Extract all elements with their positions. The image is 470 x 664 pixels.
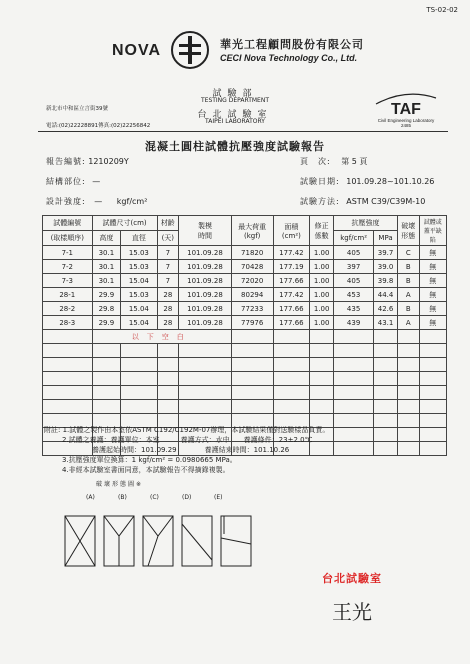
cell-age: 7 [157,246,179,260]
lab-name-en: TAIPEI LABORATORY [205,118,265,125]
cell-make-time: 101.09.28 [179,246,232,260]
taf-number: 2485 [400,123,411,128]
cell-area: 177.19 [273,260,310,274]
cell-correction: 1.00 [310,274,334,288]
cell-defect: 無 [419,246,446,260]
cell-id: 7-3 [43,274,93,288]
lab-seal: 台北試驗室 [322,572,382,585]
page-field [300,156,367,167]
header-age-unit: (天) [157,231,179,246]
cell-break-type: B [397,260,419,274]
fracture-type-a-icon [65,516,95,566]
header-strength: 抗壓強度 [334,216,398,231]
lab-name-cn: 台北試驗室 [197,110,273,120]
company-name-cn: 華光工程顧問股份有限公司 [220,38,364,51]
design-strength: — [94,197,103,206]
cell-defect: 無 [419,302,446,316]
cell-age: 28 [157,288,179,302]
fracture-type-d-icon [182,516,212,566]
signature: 王光 [332,600,372,624]
department-en: TESTING DEPARTMENT [200,97,269,104]
cell-id: 28-2 [43,302,93,316]
cell-id: 7-1 [43,246,93,260]
cell-break-type: B [397,274,419,288]
cell-max-load: 70428 [231,260,273,274]
cell-strength-mpa: 39.0 [374,260,398,274]
fracture-type-e-icon [221,516,251,566]
report-number-field [46,156,129,167]
fracture-type-b-icon [104,516,134,566]
report-number-label: 報告編號: [46,157,86,166]
page-number: 第 5 頁 [341,157,368,166]
page-label: 頁 次: [300,157,331,166]
cell-diameter: 15.03 [121,246,157,260]
cell-strength-mpa: 44.4 [374,288,398,302]
fracture-label-e: (E) [214,494,223,501]
cell-max-load: 77233 [231,302,273,316]
cell-break-type: B [397,302,419,316]
cell-max-load: 72020 [231,274,273,288]
note-4: 4.非經本試驗室書面同意，本試驗報告不得摘錄複製。 [62,466,230,474]
header-area: 面積 (cm²) [273,216,310,246]
company-name-en: CECI Nova Technology Co., Ltd. [220,53,358,63]
cell-height: 30.1 [92,260,121,274]
design-strength-field [46,196,147,207]
table-header-row [43,216,447,231]
cell-height: 29.9 [92,316,121,330]
test-method: ASTM C39/C39M-10 [346,197,426,206]
notes [44,425,444,475]
cell-strength-kgf: 405 [334,246,374,260]
cell-max-load: 71820 [231,246,273,260]
table-row-empty [43,372,447,386]
header-mpa: MPa [374,231,398,246]
test-date: 101.09.28~101.10.26 [346,177,435,186]
header-correction: 修正 係數 [310,216,334,246]
cell-id: 28-3 [43,316,93,330]
cell-strength-mpa: 39.7 [374,246,398,260]
cell-height: 30.1 [92,274,121,288]
cell-correction: 1.00 [310,246,334,260]
fracture-label-d: (D) [182,494,192,501]
header-id: 試體編號 [43,216,93,231]
table-row [43,246,447,260]
fracture-label-c: (C) [150,494,159,501]
report-number: 1210209Y [88,157,129,166]
cell-defect: 無 [419,260,446,274]
header-height: 高度 [92,231,121,246]
address: 新北市中和區立言街39號 [46,106,108,112]
note-2a: 2.試體之養護：養護單位：本室 養護方式：水中 養護條件：23±2.0℃ [62,436,313,444]
report-title: 混凝土圓柱試體抗壓強度試驗報告 [145,140,325,153]
notes-label: 附註: [44,426,61,434]
cell-id: 28-1 [43,288,93,302]
structure-part-label: 結構部位: [46,177,86,186]
fracture-diagrams [64,514,254,568]
cell-max-load: 77976 [231,316,273,330]
cell-age: 28 [157,302,179,316]
cell-correction: 1.00 [310,288,334,302]
fracture-type-c-icon [143,516,173,566]
table-row-empty [43,386,447,400]
header-size: 試體尺寸(cm) [92,216,157,231]
cell-area: 177.66 [273,274,310,288]
department-cn: 試驗部 [212,89,258,99]
cell-break-type: C [397,246,419,260]
cell-make-time: 101.09.28 [179,316,232,330]
design-strength-label: 設計強度: [46,197,86,206]
header-diameter: 直徑 [121,231,157,246]
design-strength-unit: kgf/cm² [116,197,148,206]
note-1: 1.試體之製作由本室依ASTM C192/C192M-07辦理，本試驗結果僅對送驗樣品負責。 [62,426,330,434]
cell-break-type: A [397,288,419,302]
table-row-empty [43,358,447,372]
form-code: TS-02-02 [426,6,458,14]
cell-diameter: 15.04 [121,274,157,288]
table-row [43,302,447,316]
cell-strength-kgf: 405 [334,274,374,288]
cell-defect: 無 [419,274,446,288]
structure-part: — [92,177,101,186]
brand-name: NOVA [112,42,162,59]
cell-age: 28 [157,316,179,330]
cell-area: 177.42 [273,288,310,302]
taf-sub: Civil Engineering Laboratory [377,118,435,123]
cell-diameter: 15.03 [121,260,157,274]
header-divider [38,131,448,132]
cell-id: 7-2 [43,260,93,274]
cell-strength-mpa: 39.8 [374,274,398,288]
table-row [43,316,447,330]
header-age: 材齡 [157,216,179,231]
taf-caption [372,118,440,128]
fracture-label-a: (A) [86,494,95,501]
cell-area: 177.66 [273,302,310,316]
cell-strength-mpa: 42.6 [374,302,398,316]
test-method-field [300,196,425,207]
cell-height: 29.9 [92,288,121,302]
note-2b: 養護起始時間：101.09.29 養護結束時間：101.10.26 [92,446,290,454]
cell-height: 29.8 [92,302,121,316]
cell-strength-kgf: 439 [334,316,374,330]
company-logo-icon [170,30,210,70]
table-row-empty [43,344,447,358]
table-row-empty [43,400,447,414]
cell-correction: 1.00 [310,302,334,316]
cell-correction: 1.00 [310,260,334,274]
cell-strength-kgf: 397 [334,260,374,274]
cell-strength-kgf: 435 [334,302,374,316]
test-date-field [300,176,434,187]
header-kgf: kgf/cm² [334,231,374,246]
cell-strength-kgf: 453 [334,288,374,302]
header-make-time: 製模 時間 [179,216,232,246]
cell-max-load: 80294 [231,288,273,302]
cell-diameter: 15.04 [121,302,157,316]
header-id-sub: (取樣順序) [43,231,93,246]
below-blank-stamp: 以下空白 [131,332,192,341]
taf-logo-text: TAF [391,101,421,118]
cell-make-time: 101.09.28 [179,260,232,274]
cell-age: 7 [157,260,179,274]
header-break-type: 破壞 形態 [397,216,419,246]
test-method-label: 試驗方法: [300,197,340,206]
cell-age: 7 [157,274,179,288]
cell-make-time: 101.09.28 [179,274,232,288]
cell-defect: 無 [419,316,446,330]
header-defect: 試體或 蓋平缺 陷 [419,216,446,246]
cell-make-time: 101.09.28 [179,302,232,316]
cell-height: 30.1 [92,246,121,260]
structure-part-field [46,176,100,187]
fracture-diagram-title: 破壞形態圖※ [96,481,144,488]
cell-area: 177.42 [273,246,310,260]
cell-correction: 1.00 [310,316,334,330]
cell-area: 177.66 [273,316,310,330]
cell-diameter: 15.03 [121,288,157,302]
note-3: 3.抗壓強度單位換算：1 kgf/cm² = 0.0980665 MPa。 [62,456,237,464]
phone-fax: 電話:(02)22228891傳真:(02)22256842 [46,123,151,129]
table-row [43,260,447,274]
header-load: 最大荷重 (kgf) [231,216,273,246]
table-row [43,288,447,302]
results-table [42,215,447,456]
fracture-label-b: (B) [118,494,127,501]
table-row [43,274,447,288]
cell-break-type: A [397,316,419,330]
cell-strength-mpa: 43.1 [374,316,398,330]
test-date-label: 試驗日期: [300,177,340,186]
table-row-blank-note [43,330,447,344]
cell-make-time: 101.09.28 [179,288,232,302]
table-body [43,246,447,456]
cell-defect: 無 [419,288,446,302]
cell-diameter: 15.04 [121,316,157,330]
